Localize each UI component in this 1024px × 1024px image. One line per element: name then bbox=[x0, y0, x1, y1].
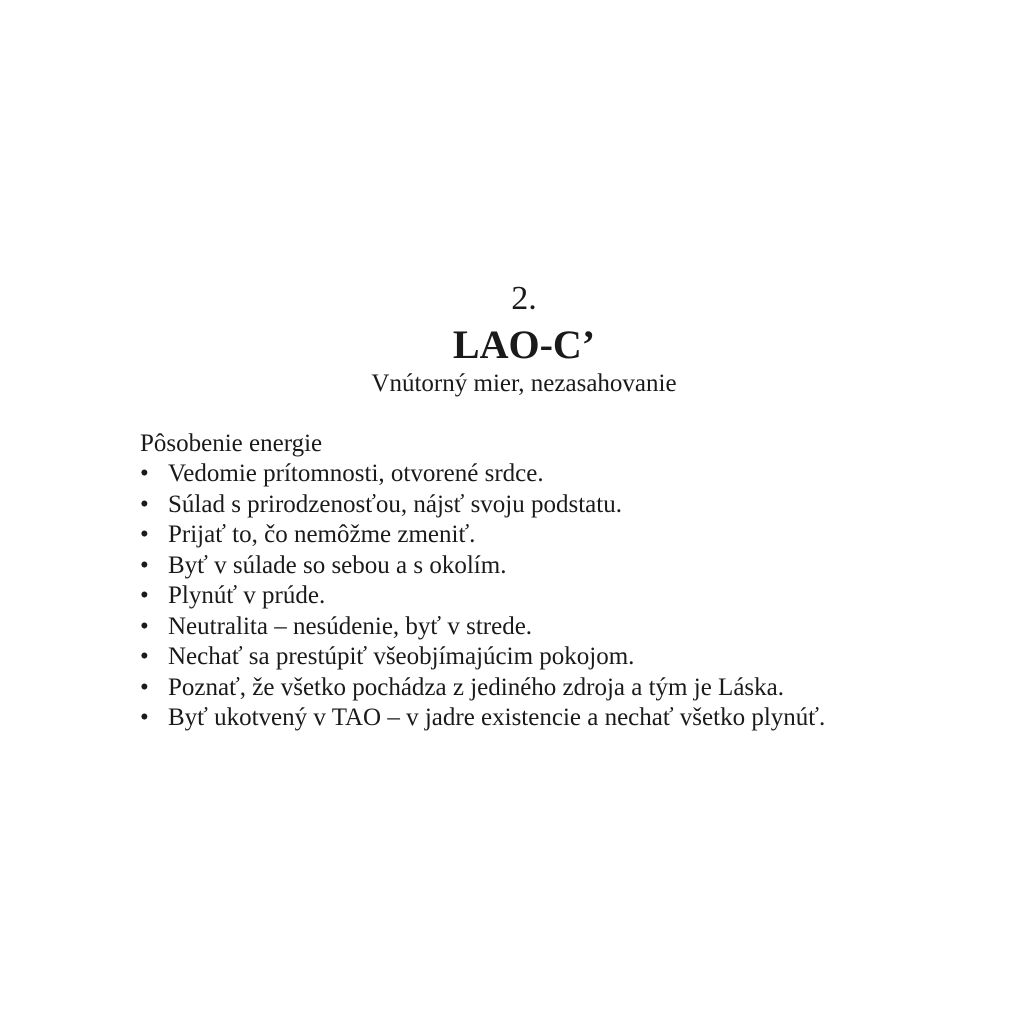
bullet-icon: • bbox=[140, 704, 149, 731]
chapter-number: 2. bbox=[511, 280, 537, 317]
effects-list-item-text: Súlad s prirodzenosťou, nájsť svoju podstatu. bbox=[168, 490, 622, 518]
effects-list-item-text: Byť ukotvený v TAO – v jadre existencie a nechať všetko plynúť. bbox=[168, 704, 826, 731]
bullet-icon: • bbox=[140, 551, 149, 579]
effects-list-item-text: Vedomie prítomnosti, otvorené srdce. bbox=[168, 460, 544, 487]
effects-list bbox=[140, 459, 1000, 734]
bullet-icon: • bbox=[140, 490, 149, 518]
bullet-icon: • bbox=[140, 582, 149, 609]
effects-list-item bbox=[140, 581, 1000, 612]
effects-list-item-text: Prijať to, čo nemôžme zmeniť. bbox=[168, 521, 476, 548]
effects-list-item-text: Byť v súlade so sebou a s okolím. bbox=[168, 551, 507, 579]
bullet-icon: • bbox=[140, 673, 149, 701]
bullet-icon: • bbox=[140, 460, 149, 487]
bullet-icon: • bbox=[140, 521, 149, 548]
effects-list-item bbox=[140, 673, 1000, 704]
effects-list-item bbox=[140, 703, 1000, 734]
bullet-icon: • bbox=[140, 612, 149, 640]
effects-list-item bbox=[140, 459, 1000, 490]
effects-list-item-text: Nechať sa prestúpiť všeobjímajúcim pokojom. bbox=[168, 643, 635, 670]
effects-section bbox=[140, 428, 1000, 734]
effects-list-item bbox=[140, 642, 1000, 673]
effects-list-item-text: Plynúť v prúde. bbox=[168, 582, 326, 609]
bullet-icon: • bbox=[140, 643, 149, 670]
effects-list-item bbox=[140, 612, 1000, 643]
chapter-title: LAO-C’ bbox=[452, 322, 596, 367]
effects-list-item bbox=[140, 520, 1000, 551]
effects-list-item bbox=[140, 551, 1000, 582]
effects-list-item-text: Neutralita – nesúdenie, byť v strede. bbox=[168, 612, 533, 640]
effects-list-item bbox=[140, 490, 1000, 521]
effects-heading: Pôsobenie energie bbox=[140, 430, 323, 457]
chapter-subtitle: Vnútorný mier, nezasahovanie bbox=[371, 370, 677, 397]
effects-list-item-text: Poznať, že všetko pochádza z jediného zdroja a tým je Láska. bbox=[168, 673, 784, 701]
